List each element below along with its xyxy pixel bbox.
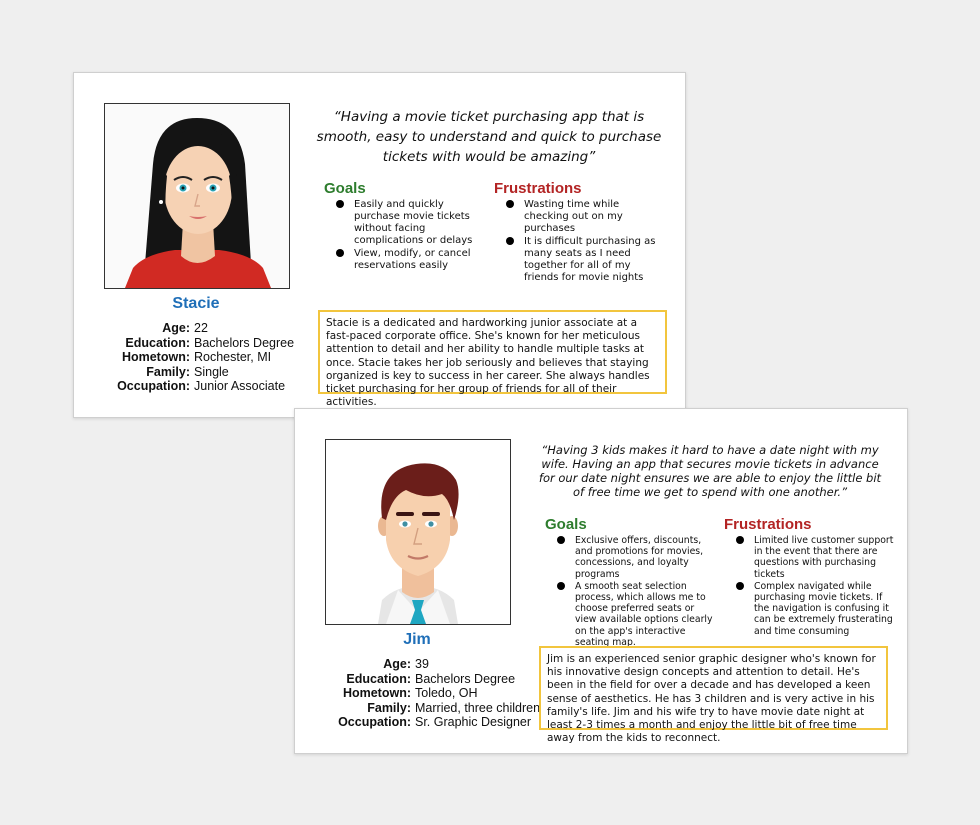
list-item bbox=[734, 581, 894, 637]
education-label: Education: bbox=[346, 671, 411, 686]
family-value: Married, three children bbox=[415, 700, 541, 715]
frustrations-list bbox=[734, 535, 894, 638]
bullet-icon bbox=[557, 582, 565, 590]
persona-card-jim bbox=[294, 408, 908, 754]
age-label: Age: bbox=[383, 657, 411, 671]
bullet-icon bbox=[506, 237, 514, 245]
family-row bbox=[94, 365, 294, 380]
occupation-value: Junior Associate bbox=[194, 379, 286, 393]
persona-portrait bbox=[104, 103, 290, 289]
education-row bbox=[315, 672, 540, 687]
occupation-label: Occupation: bbox=[117, 379, 190, 393]
age-value: 22 bbox=[194, 321, 208, 335]
age-label: Age: bbox=[162, 321, 190, 335]
goals-heading: Goals bbox=[324, 180, 366, 197]
frustration-text: Complex navigated while purchasing movie tickets. If the navigation is confusing it can be extremely frusterating and time consuming bbox=[754, 580, 893, 637]
demographics bbox=[94, 321, 294, 394]
hometown-row bbox=[94, 350, 294, 365]
family-label: Family: bbox=[146, 364, 190, 379]
education-value: Bachelors Degree bbox=[415, 671, 516, 686]
frustrations-heading: Frustrations bbox=[494, 180, 582, 197]
age-value: 39 bbox=[415, 657, 429, 671]
age-row bbox=[94, 321, 294, 336]
list-item bbox=[504, 236, 664, 284]
frustrations-heading: Frustrations bbox=[724, 516, 812, 533]
frustration-text: It is difficult purchasing as many seats as I need together for all of my friends for movie nights bbox=[524, 236, 656, 283]
goals-list bbox=[334, 199, 484, 273]
list-item bbox=[334, 199, 484, 247]
goal-text: View, modify, or cancel reservations easily bbox=[354, 248, 471, 271]
avatar-stacie bbox=[105, 104, 289, 288]
bullet-icon bbox=[336, 249, 344, 257]
persona-bio: Stacie is a dedicated and hardworking junior associate at a fast-paced corporate office. She's known for her meticulous attention to detail and her ability to handle multiple tasks at once. Stacie takes her job seriously and believes that staying organized is key to success in her career. She always handles ticket purchasing for her group of friends for all of their activities. bbox=[318, 310, 667, 394]
frustration-text: Limited live customer support in the event that there are questions with purchasing tickets bbox=[754, 535, 894, 580]
hometown-value: Rochester, MI bbox=[194, 350, 272, 364]
goal-text: Exclusive offers, discounts, and promotions for movies, concessions, and loyalty programs bbox=[575, 535, 704, 580]
persona-portrait bbox=[325, 439, 511, 625]
frustration-text: Wasting time while checking out on my purchases bbox=[524, 199, 623, 234]
family-value: Single bbox=[194, 364, 229, 379]
occupation-row bbox=[94, 379, 294, 394]
hometown-value: Toledo, OH bbox=[415, 686, 478, 700]
persona-card-stacie bbox=[73, 72, 686, 418]
goals-list bbox=[555, 535, 715, 649]
persona-bio: Jim is an experienced senior graphic designer who's known for his innovative design concepts and attention to detail. He's been in the field for over a decade and has developed a keen sense of aesthetics. He has 3 children and is very active in his family's life. Jim and his wife try to have movie date night at least 2-3 times a month and enjoy the little bit of free time away from the kids to reconnect. bbox=[539, 646, 888, 730]
list-item bbox=[334, 248, 484, 272]
goal-text: A smooth seat selection process, which allows me to choose preferred seats or view available options clearly on the app's interactive seating map. bbox=[575, 580, 713, 648]
list-item bbox=[555, 581, 715, 648]
education-row bbox=[94, 336, 294, 351]
hometown-label: Hometown: bbox=[121, 350, 190, 364]
occupation-value: Sr. Graphic Designer bbox=[415, 715, 532, 729]
persona-name: Stacie bbox=[172, 295, 220, 312]
education-value: Bachelors Degree bbox=[194, 335, 295, 350]
education-label: Education: bbox=[125, 335, 190, 350]
bullet-icon bbox=[557, 536, 565, 544]
frustrations-list bbox=[504, 199, 664, 285]
goals-heading: Goals bbox=[545, 516, 587, 533]
bullet-icon bbox=[336, 200, 344, 208]
persona-name: Jim bbox=[403, 631, 431, 648]
goal-text: Easily and quickly purchase movie tickets without facing complications or delays bbox=[354, 199, 473, 246]
hometown-label: Hometown: bbox=[342, 686, 411, 700]
occupation-row bbox=[315, 715, 540, 730]
age-row bbox=[315, 657, 540, 672]
bullet-icon bbox=[736, 536, 744, 544]
bullet-icon bbox=[506, 200, 514, 208]
persona-quote: “Having 3 kids makes it hard to have a date night with my wife. Having an app that secures movie tickets in advance for our date night ensures we are able to enjoy the little bit of free time we get to spend with one another.” bbox=[538, 443, 882, 499]
demographics bbox=[315, 657, 540, 730]
family-label: Family: bbox=[367, 700, 411, 715]
list-item bbox=[555, 535, 715, 580]
list-item bbox=[734, 535, 894, 580]
bullet-icon bbox=[736, 582, 744, 590]
persona-quote: “Having a movie ticket purchasing app that is smooth, easy to understand and quick to purchase tickets with would be amazing” bbox=[316, 109, 662, 165]
occupation-label: Occupation: bbox=[338, 715, 411, 729]
avatar-jim bbox=[326, 440, 510, 624]
hometown-row bbox=[315, 686, 540, 701]
family-row bbox=[315, 701, 540, 716]
list-item bbox=[504, 199, 664, 235]
